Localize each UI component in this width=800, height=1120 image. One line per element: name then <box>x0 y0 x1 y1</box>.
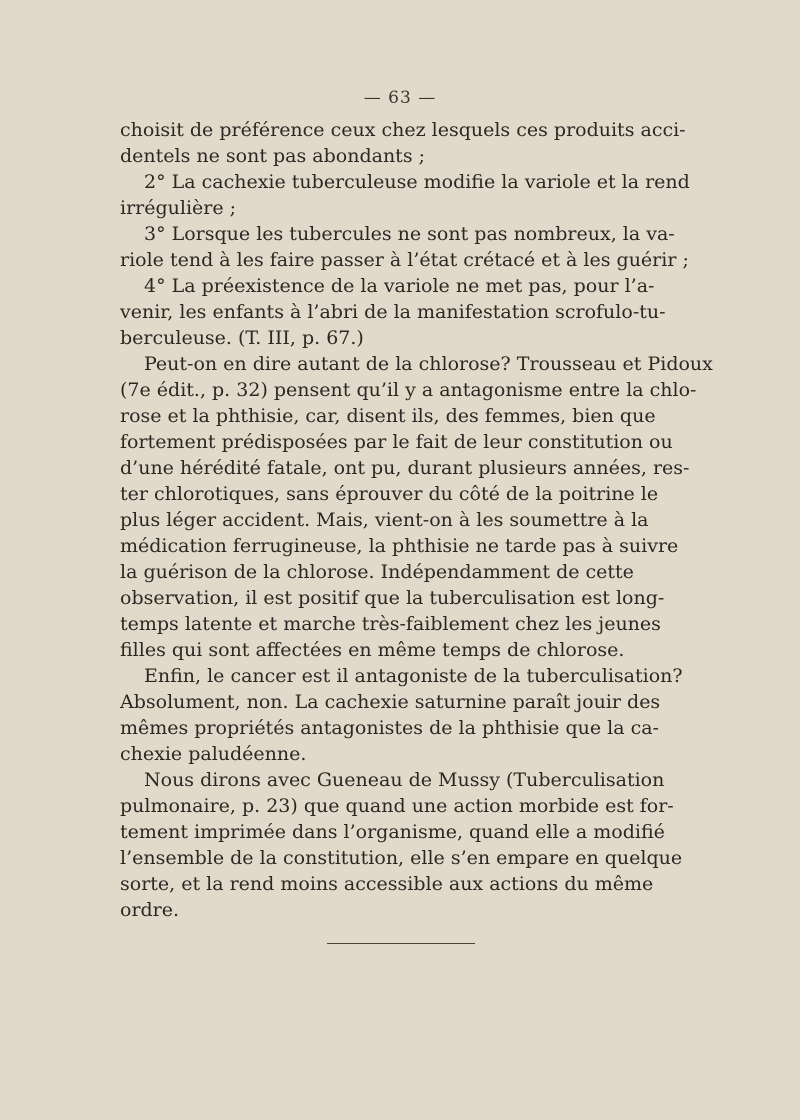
text-line: riole tend à les faire passer à l’état crétacé et à les guérir ; <box>120 249 689 271</box>
text-line: Nous dirons avec Gueneau de Mussy (Tuberculisation <box>144 769 665 791</box>
text-line: choisit de préférence ceux chez lesquels ces produits acci- <box>120 119 686 141</box>
text-line: filles qui sont affectées en même temps de chlorose. <box>120 639 625 661</box>
text-line: l’ensemble de la constitution, elle s’en empare en quelque <box>120 847 683 869</box>
end-rule <box>327 943 475 944</box>
text-line: 2° La cachexie tuberculeuse modifie la variole et la rend <box>144 171 690 193</box>
text-line: tement imprimée dans l’organisme, quand elle a modifié <box>120 821 665 843</box>
text-line: 3° Lorsque les tubercules ne sont pas nombreux, la va- <box>144 223 675 245</box>
page-number: — 63 — <box>363 88 437 108</box>
text-line: irrégulière ; <box>120 197 237 219</box>
text-line: plus léger accident. Mais, vient-on à les soumettre à la <box>120 509 649 531</box>
text-line: fortement prédisposées par le fait de leur constitution ou <box>120 431 673 453</box>
text-line: médication ferrugineuse, la phthisie ne tarde pas à suivre <box>120 535 679 557</box>
text-line: observation, il est positif que la tuberculisation est long- <box>120 587 665 609</box>
text-line: (7e édit., p. 32) pensent qu’il y a antagonisme entre la chlo- <box>120 379 697 401</box>
body-text <box>120 117 713 923</box>
text-line: la guérison de la chlorose. Indépendamment de cette <box>120 561 634 583</box>
text-line: dentels ne sont pas abondants ; <box>120 145 426 167</box>
text-line: berculeuse. (T. III, p. 67.) <box>120 327 364 349</box>
text-line: sorte, et la rend moins accessible aux actions du même <box>120 873 654 895</box>
text-line: Peut-on en dire autant de la chlorose? Trousseau et Pidoux <box>144 353 713 375</box>
text-line: pulmonaire, p. 23) que quand une action morbide est for- <box>120 795 674 817</box>
text-line: chexie paludéenne. <box>120 743 307 765</box>
text-line: rose et la phthisie, car, disent ils, des femmes, bien que <box>120 405 656 427</box>
text-line: Absolument, non. La cachexie saturnine paraît jouir des <box>120 691 661 713</box>
text-line: temps latente et marche très-faiblement chez les jeunes <box>120 613 661 635</box>
text-line: venir, les enfants à l’abri de la manifestation scrofulo-tu- <box>120 301 666 323</box>
text-line: d’une hérédité fatale, ont pu, durant plusieurs années, res- <box>120 457 690 479</box>
text-line: ter chlorotiques, sans éprouver du côté de la poitrine le <box>120 483 659 505</box>
text-line: ordre. <box>120 899 180 921</box>
text-line: 4° La préexistence de la variole ne met pas, pour l’a- <box>144 275 655 297</box>
text-line: Enfin, le cancer est il antagoniste de la tuberculisation? <box>144 665 683 687</box>
text-line: mêmes propriétés antagonistes de la phthisie que la ca- <box>120 717 659 739</box>
